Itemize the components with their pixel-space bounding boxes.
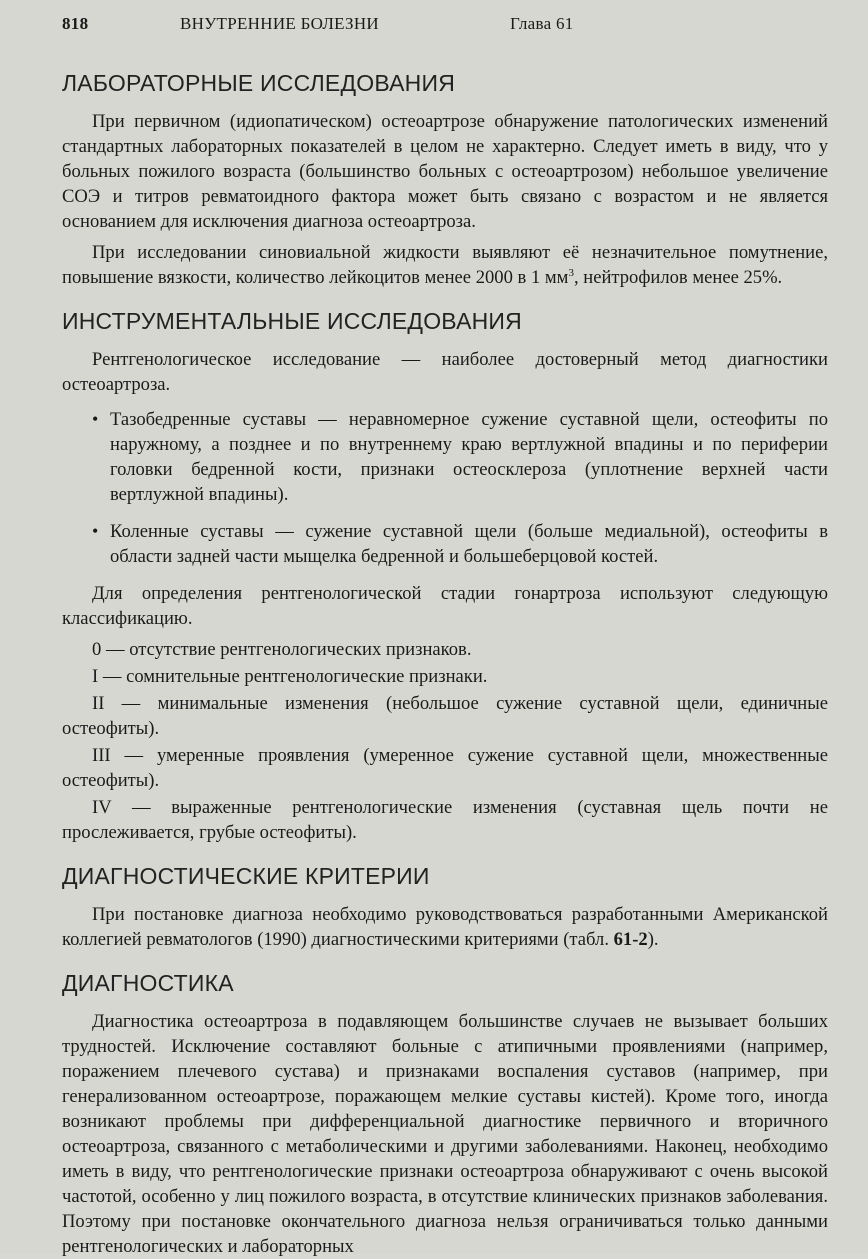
lab-paragraph-2-text: При исследовании синовиальной жидкости выявляют её незначительное помутнение, повышение вязкости, количество лейкоцитов менее 2000 в 1 мм	[62, 242, 828, 288]
bullet-list	[62, 407, 828, 569]
section-lab	[62, 70, 828, 290]
criteria-tail: ).	[647, 929, 659, 950]
stage-0: 0 — отсутствие рентгенологических признаков.	[92, 639, 472, 660]
stage-3: III — умеренные проявления (умеренное сужение суставной щели, множественные остеофиты).	[62, 745, 828, 791]
lab-paragraph-2	[62, 240, 828, 290]
bullet-icon: •	[92, 521, 99, 541]
section-title-criteria: ДИАГНОСТИЧЕСКИЕ КРИТЕРИИ	[62, 863, 430, 889]
diag-paragraph: Диагностика остеоартроза в подавляющем большинстве случаев не вызывает больших трудностей. Исключение составляют больные с атипичными проявлениями (например, поражением плечевого сустава) и признаками воспаления суставов (например, при генерализованном остеоартрозе, поражающем мелкие суставы кистей). Кроме того, иногда возникают проблемы при дифференциальной диагностике первичного и вторичного остеоартроза, связанного с метаболическими и другими заболеваниями. Наконец, необходимо иметь в виду, что рентгенологические признаки остеоартроза обнаруживают с очень высокой частотой, особенно у лиц пожилого возраста, в отсутствие клинических признаков заболевания. Поэтому при постановке окончательного диагноза нельзя ограничиваться только данными рентгенологических и лабораторных	[62, 1011, 828, 1257]
section-instrumental	[62, 308, 828, 845]
section-title-instrumental: ИНСТРУМЕНТАЛЬНЫЕ ИССЛЕДОВАНИЯ	[62, 308, 522, 334]
section-title-diagnostics: ДИАГНОСТИКА	[62, 970, 234, 996]
criteria-text: При постановке диагноза необходимо руководствоваться разработанными Американской коллегией ревматологов (1990) диагностическими критериями (табл.	[62, 904, 828, 950]
list-item	[62, 519, 828, 569]
criteria-paragraph	[62, 902, 828, 952]
lab-paragraph-2-tail: , нейтрофилов менее 25%.	[573, 267, 783, 288]
book-title: ВНУТРЕННИЕ БОЛЕЗНИ	[180, 14, 380, 33]
table-reference: 61-2	[613, 929, 648, 950]
instr-paragraph-1: Рентгенологическое исследование — наиболее достоверный метод диагностики остеоартроза.	[62, 349, 828, 395]
stage-2: II — минимальные изменения (небольшое сужение суставной щели, единичные остеофиты).	[62, 693, 828, 739]
chapter-label: Глава 61	[510, 14, 574, 33]
section-title-lab: ЛАБОРАТОРНЫЕ ИССЛЕДОВАНИЯ	[62, 70, 456, 96]
instr-paragraph-2: Для определения рентгенологической стадии гонартроза используют следующую классификацию.	[62, 583, 828, 629]
stage-4: IV — выраженные рентгенологические изменения (суставная щель почти не прослеживается, грубые остеофиты).	[62, 797, 828, 843]
running-head	[62, 14, 828, 34]
section-criteria	[62, 863, 828, 952]
list-item-text: Тазобедренные суставы — неравномерное сужение суставной щели, остеофиты по наружному, а позднее и по внутреннему краю вертлужной впадины и по периферии головки бедренной кости, признаки остеосклероза (уплотнение верхней части вертлужной впадины).	[110, 409, 828, 505]
section-diagnostics	[62, 970, 828, 1259]
list-item-text: Коленные суставы — сужение суставной щели (больше медиальной), остеофиты в области задней части мыщелка бедренной и большеберцовой костей.	[110, 521, 828, 567]
stage-1: I — сомнительные рентгенологические признаки.	[92, 666, 488, 687]
page-number: 818	[62, 14, 89, 33]
lab-paragraph-1: При первичном (идиопатическом) остеоартрозе обнаружение патологических изменений стандартных лабораторных показателей в целом не характерно. Следует иметь в виду, что у больных пожилого возраста (большинство больных с остеоартрозом) небольшое увеличение СОЭ и титров ревматоидного фактора может быть связано с возрастом и не является основанием для исключения диагноза остеоартроза.	[62, 111, 828, 232]
list-item	[62, 407, 828, 507]
bullet-icon: •	[92, 409, 99, 429]
superscript-3: 3	[568, 266, 574, 279]
